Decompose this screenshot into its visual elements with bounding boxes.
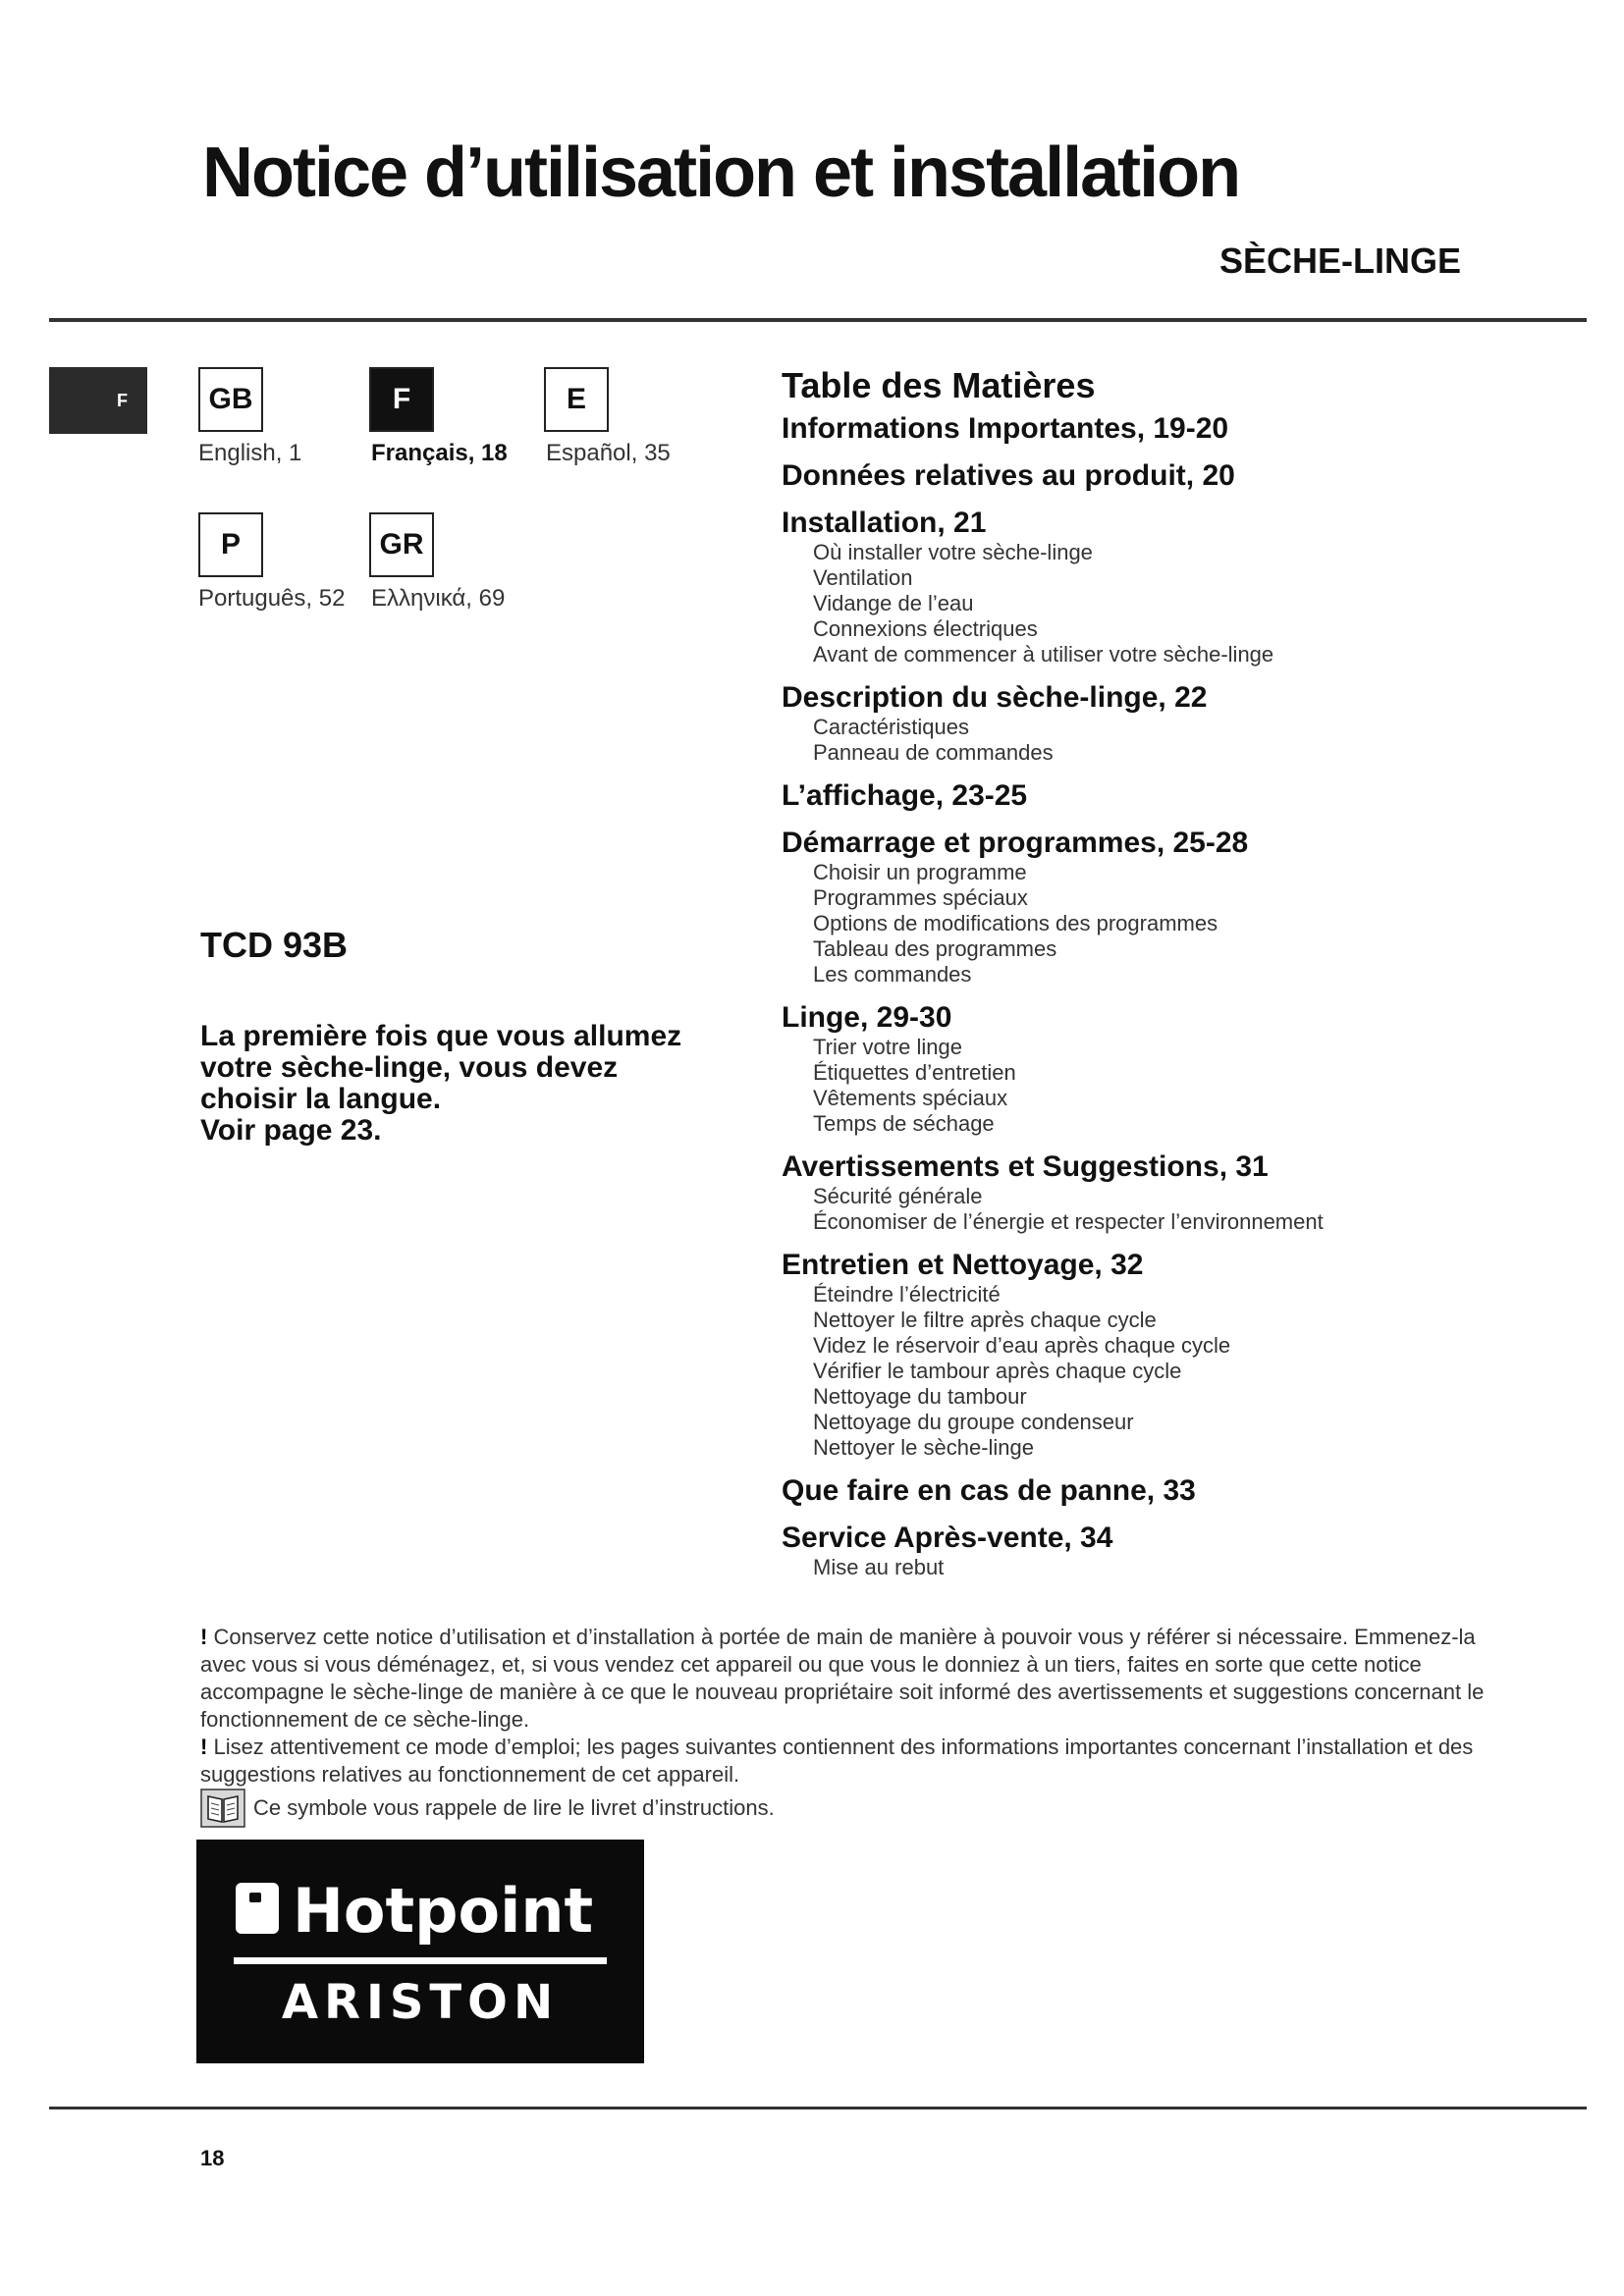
lang-label-espanol: Español, 35 <box>546 440 671 466</box>
book-icon <box>200 1789 245 1828</box>
note-text: Conservez cette notice d’utilisation et d’installation à portée de main de manière à pouvoir vous y référer si nécessaire. Emmenez-la avec vous si vous déménagez, et, si vous vendez cet appareil ou que vous le donniez à un tiers, faites en sorte que cette notice accompagne le sèche-linge de manière à ce que le nouveau propriétaire soit informé des avertissements et suggestions concernant le fonctionnement de ce sèche-linge. <box>200 1625 1485 1732</box>
toc-item: Vidange de l’eau <box>813 591 974 615</box>
lang-label-portugues: Português, 52 <box>198 585 346 612</box>
brand-line2: ARISTON <box>281 1975 560 2030</box>
lang-box-f: F <box>369 367 434 432</box>
warning-mark: ! <box>200 1625 208 1649</box>
toc-section <box>782 827 1587 988</box>
toc-heading: Installation, 21 <box>782 507 987 539</box>
toc-title: Table des Matières <box>782 365 1096 405</box>
toc-heading: Que faire en cas de panne, 33 <box>782 1474 1196 1507</box>
product-type: SÈCHE-LINGE <box>1218 240 1461 281</box>
toc-item: Caractéristiques <box>813 715 969 739</box>
toc-item: Programmes spéciaux <box>813 885 1028 910</box>
toc-item: Ventilation <box>813 565 913 590</box>
usage-notes <box>200 1624 1516 1828</box>
toc-section <box>782 1001 1587 1137</box>
brand-logo <box>196 1840 644 2063</box>
toc-heading: Service Après-vente, 34 <box>782 1522 1113 1554</box>
first-time-line: La première fois que vous allumez <box>200 1020 682 1052</box>
lang-box-p: P <box>198 512 263 577</box>
brand-line1: Hotpoint <box>293 1875 594 1947</box>
toc-heading: Description du sèche-linge, 22 <box>782 681 1208 714</box>
toc-item: Vêtements spéciaux <box>813 1086 1008 1110</box>
toc-item: Étiquettes d’entretien <box>813 1060 1016 1085</box>
table-of-contents <box>782 365 1587 1594</box>
lang-label-greek: Ελληνικά, 69 <box>371 585 506 612</box>
toc-heading: Linge, 29-30 <box>782 1001 952 1034</box>
lang-box-e: E <box>544 367 609 432</box>
lang-label-francais: Français, 18 <box>371 440 508 466</box>
lang-box-gr: GR <box>369 512 434 577</box>
toc-section <box>782 412 1587 446</box>
toc-item: Nettoyage du tambour <box>813 1384 1027 1409</box>
toc-heading: Données relatives au produit, 20 <box>782 459 1235 492</box>
note-paragraph <box>200 1734 1516 1789</box>
toc-item: Sécurité générale <box>813 1184 983 1208</box>
toc-section <box>782 779 1587 813</box>
toc-item: Nettoyage du groupe condenseur <box>813 1410 1134 1434</box>
note-paragraph <box>200 1624 1516 1734</box>
toc-section <box>782 1474 1587 1508</box>
toc-item: Les commandes <box>813 962 972 987</box>
toc-item: Éteindre l’électricité <box>813 1282 1001 1307</box>
toc-item: Panneau de commandes <box>813 740 1054 765</box>
hotpoint-ariston-logo <box>196 1840 644 2063</box>
toc-item: Trier votre linge <box>813 1035 963 1059</box>
toc-section <box>782 681 1587 766</box>
model-number: TCD 93B <box>200 925 349 965</box>
logo-square-icon <box>236 1883 279 1934</box>
toc-item: Nettoyer le filtre après chaque cycle <box>813 1308 1157 1332</box>
page-title: Notice d’utilisation et installation <box>202 133 1240 212</box>
toc-heading: Entretien et Nettoyage, 32 <box>782 1249 1144 1281</box>
toc-item: Vérifier le tambour après chaque cycle <box>813 1359 1182 1383</box>
first-time-line: Voir page 23. <box>200 1114 382 1147</box>
note-text: Lisez attentivement ce mode d’emploi; les pages suivantes contiennent des informations importantes concernant l’installation et des suggestions relatives au fonctionnement de cet appareil. <box>200 1735 1474 1787</box>
toc-heading: Informations Importantes, 19-20 <box>782 412 1229 445</box>
lang-label-english: English, 1 <box>198 440 302 466</box>
toc-item: Connexions électriques <box>813 616 1038 641</box>
toc-section <box>782 1522 1587 1580</box>
toc-heading: Avertissements et Suggestions, 31 <box>782 1150 1269 1183</box>
lang-box-gb: GB <box>198 367 263 432</box>
symbol-text: Ce symbole vous rappele de lire le livret d’instructions. <box>253 1795 775 1820</box>
bottom-divider <box>49 2107 1587 2109</box>
symbol-line <box>200 1789 1516 1828</box>
toc-heading: Démarrage et programmes, 25-28 <box>782 827 1249 859</box>
first-time-notice <box>200 1021 731 1147</box>
toc-item: Tableau des programmes <box>813 936 1057 961</box>
toc-heading: L’affichage, 23-25 <box>782 779 1028 812</box>
warning-mark: ! <box>200 1735 208 1759</box>
toc-item: Temps de séchage <box>813 1111 995 1136</box>
first-time-line: choisir la langue. <box>200 1083 442 1115</box>
toc-item: Videz le réservoir d’eau après chaque cycle <box>813 1333 1231 1358</box>
toc-section <box>782 507 1587 667</box>
toc-section <box>782 1150 1587 1235</box>
side-language-tab <box>49 367 147 434</box>
top-divider <box>49 318 1587 322</box>
toc-item: Économiser de l’énergie et respecter l’environnement <box>813 1209 1324 1234</box>
side-tab-label: F <box>117 391 128 410</box>
toc-item: Choisir un programme <box>813 860 1027 884</box>
toc-item: Nettoyer le sèche-linge <box>813 1435 1035 1460</box>
toc-section <box>782 1249 1587 1461</box>
toc-item: Options de modifications des programmes <box>813 911 1218 935</box>
toc-item: Avant de commencer à utiliser votre sèche-linge <box>813 642 1274 667</box>
toc-item: Où installer votre sèche-linge <box>813 540 1093 564</box>
first-time-line: votre sèche-linge, vous devez <box>200 1051 619 1084</box>
toc-item: Mise au rebut <box>813 1555 945 1579</box>
page-number: 18 <box>200 2146 225 2170</box>
toc-section <box>782 459 1587 493</box>
